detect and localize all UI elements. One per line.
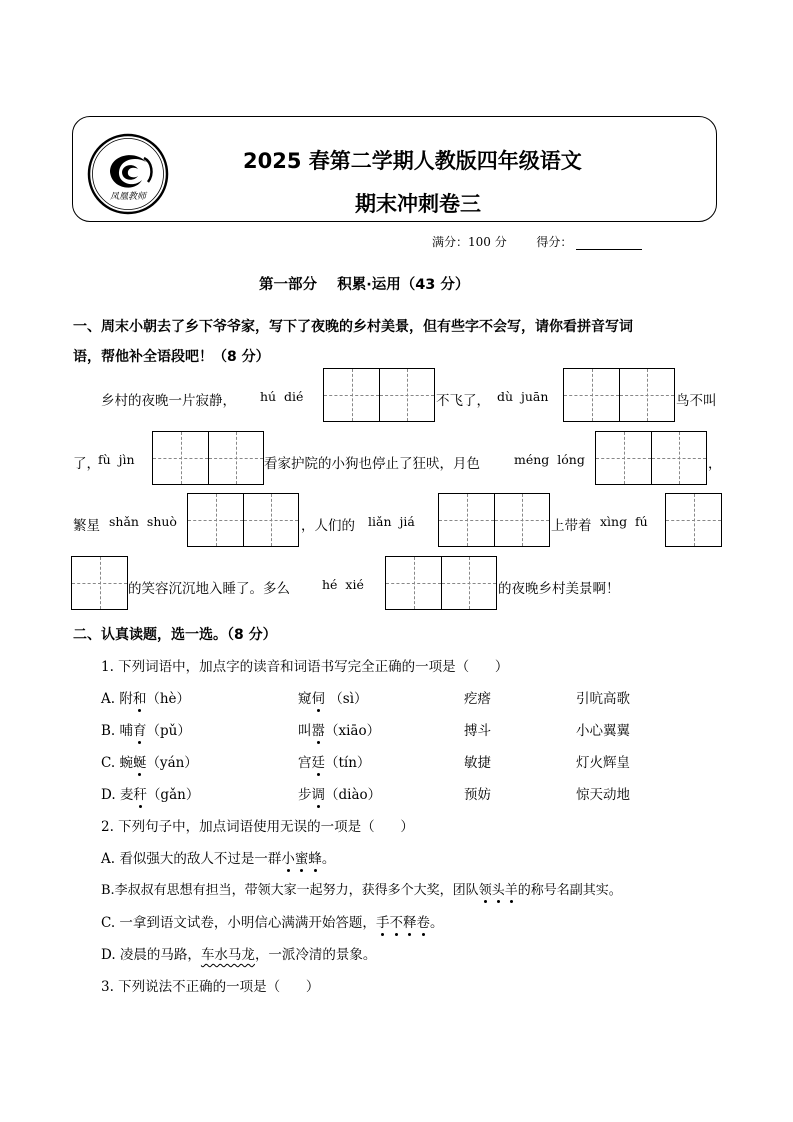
option-b-word2: 叫嚣（xiāo） [298, 719, 380, 739]
answer-box-hudie[interactable] [323, 368, 435, 422]
pinyin-hexie: hé xié [322, 577, 364, 592]
q2-sub2: 2. 下列句子中，加点词语使用无误的一项是（ ） [101, 819, 414, 835]
pinyin-fujin: fù jìn [98, 452, 135, 467]
q1-title-a: 一、周末小朝去了乡下爷爷家，写下了夜晚的乡村美景，但有些字不会写，请你看拼音写词 [73, 319, 633, 335]
score-area [432, 233, 642, 250]
option-row-a[interactable]: A. 附和（hè） [101, 687, 190, 707]
option-b-word3: 搏斗 [464, 723, 491, 739]
q2-title: 二、认真读题，选一选。（8 分） [73, 627, 277, 643]
answer-box-shanshuo[interactable] [187, 493, 299, 547]
option-2d[interactable]: D. 凌晨的马路，车水马龙，一派冷清的景象。 [101, 947, 377, 963]
answer-box-xingfu-2[interactable] [71, 556, 128, 610]
pinyin-hudie: hú dié [260, 389, 304, 404]
q1-text: ，人们的 [301, 518, 355, 534]
q1-text: 鸟不叫 [676, 393, 717, 409]
doc-title-line2: 期末冲刺卷三 [355, 192, 481, 216]
full-score: 满分：100 分 [432, 235, 507, 249]
answer-box-dujuan[interactable] [563, 368, 675, 422]
option-b-word4: 小心翼翼 [576, 723, 630, 739]
option-2b[interactable]: B.李叔叔有思想有担当，带领大家一起努力，获得多个大奖，团队领头羊的称号名副其实。 [101, 879, 622, 898]
q1-text: 的笑容沉沉地入睡了。多么 [128, 581, 290, 597]
pinyin-menglong: méng lóng [514, 452, 585, 467]
pinyin-lianjia: liǎn jiá [368, 514, 415, 529]
doc-title-line1: 2025 春第二学期人教版四年级语文 [243, 149, 582, 173]
pinyin-shanshuo: shǎn shuò [109, 514, 177, 529]
pinyin-xingfu: xìng fú [600, 514, 648, 529]
option-a-word4: 引吭高歌 [576, 691, 630, 707]
option-c-word3: 敏捷 [464, 755, 491, 771]
answer-box-menglong[interactable] [595, 431, 707, 485]
answer-box-xingfu-1[interactable] [665, 493, 722, 547]
option-d-word4: 惊天动地 [576, 787, 630, 803]
option-c-word2: 宫廷（tín） [298, 751, 370, 771]
answer-box-lianjia[interactable] [438, 493, 550, 547]
option-row-d[interactable]: D. 麦秆（gǎn） [101, 783, 199, 803]
pinyin-dujuan: dù juān [497, 389, 549, 404]
q1-text: 繁星 [73, 518, 100, 534]
logo-text: 凤凰教师 [109, 192, 147, 202]
q1-text: ， [708, 456, 722, 472]
option-2c[interactable]: C. 一拿到语文试卷，小明信心满满开始答题，手不释卷。 [101, 911, 443, 931]
option-a-word2: 窥伺 （sì） [298, 687, 368, 707]
q2-sub1: 1. 下列词语中，加点字的读音和词语书写完全正确的一项是（ ） [101, 659, 509, 675]
option-row-c[interactable]: C. 蜿蜒（yán） [101, 751, 198, 771]
answer-box-hexie[interactable] [385, 556, 497, 610]
phoenix-logo-icon [86, 132, 170, 216]
answer-box-fujin[interactable] [152, 431, 264, 485]
option-row-b[interactable]: B. 哺育（pǔ） [101, 719, 191, 739]
part1-title: 第一部分 积累·运用（43 分） [259, 277, 470, 293]
q1-title-b: 语，帮他补全语段吧！（8 分） [73, 349, 270, 365]
q1-text: 了， [73, 456, 100, 472]
option-2a[interactable]: A. 看似强大的敌人不过是一群小蜜蜂。 [101, 847, 335, 867]
option-a-word3: 疙瘩 [464, 691, 491, 707]
score-label: 得分： [536, 235, 573, 249]
option-c-word4: 灯火辉皇 [576, 755, 630, 771]
score-blank[interactable] [576, 237, 642, 250]
q1-text: 乡村的夜晚一片寂静， [101, 393, 236, 409]
q1-text: 上带着 [551, 518, 592, 534]
option-d-word3: 预妨 [464, 787, 491, 803]
option-d-word2: 步调（diào） [298, 783, 381, 803]
q1-text: 不飞了， [436, 393, 490, 409]
q1-text: 的夜晚乡村美景啊！ [498, 581, 620, 597]
q1-text: 看家护院的小狗也停止了狂吠，月色 [264, 456, 480, 472]
q2-sub3: 3. 下列说法不正确的一项是（ ） [101, 979, 320, 995]
